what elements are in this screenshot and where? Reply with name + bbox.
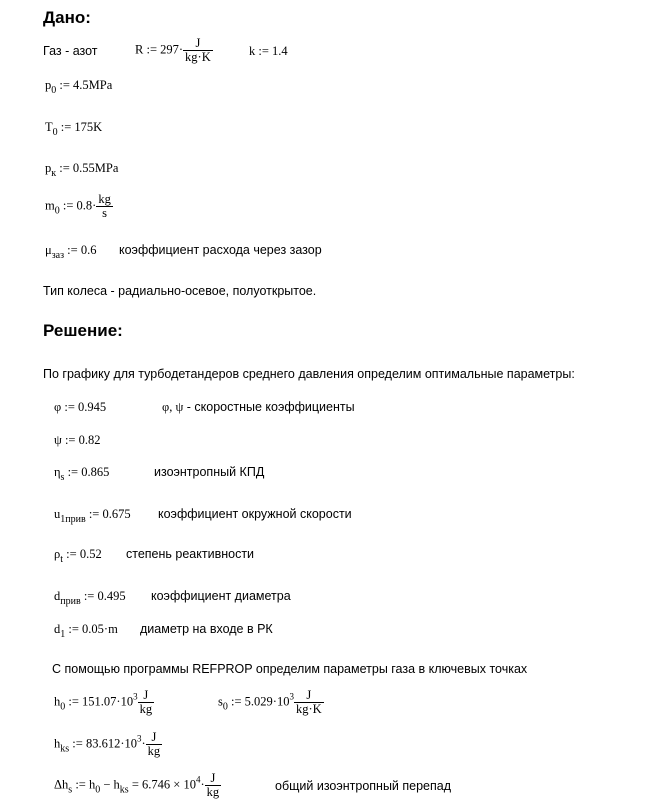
comment-d1: диаметр на входе в РК bbox=[140, 622, 273, 636]
eq-rho: $\rho_t$ := 0.52 bbox=[54, 547, 102, 565]
sym-R: R bbox=[135, 42, 144, 57]
unit-m0-den: s bbox=[102, 206, 107, 220]
eq-phi: φ := 0.945 bbox=[54, 400, 107, 414]
eq-dpriv: $d_{прив}$ := 0.495 bbox=[54, 589, 126, 607]
eq-d1: $d_1$ := 0.05·m bbox=[54, 622, 118, 640]
val-u1: 0.675 bbox=[102, 507, 131, 521]
sub-m0: 0 bbox=[54, 205, 60, 217]
mant-hks: 83.612·10 bbox=[85, 736, 137, 751]
sym-m0: m bbox=[45, 198, 55, 213]
mant-s0: 5.029·10 bbox=[244, 694, 290, 709]
sub-dhs: s bbox=[68, 784, 73, 796]
sub-dpriv: прив bbox=[60, 596, 81, 607]
val-pk: 0.55MPa bbox=[72, 161, 119, 175]
given-heading: Дано: bbox=[43, 8, 91, 27]
gas-label: Газ - азот bbox=[43, 44, 98, 58]
unit-hks bbox=[146, 731, 163, 758]
sub-T0: 0 bbox=[52, 127, 58, 138]
unit-dhs bbox=[205, 772, 222, 799]
unit-s0-num: J bbox=[294, 689, 324, 703]
sub-h0: 0 bbox=[60, 701, 66, 713]
eq-T0: $T_0$ := 175K bbox=[45, 120, 103, 138]
sub-d1: 1 bbox=[60, 629, 66, 640]
val-phi: 0.945 bbox=[78, 400, 107, 414]
eq-u1: $u_{1прив}$ := 0.675 bbox=[54, 507, 131, 525]
eq-R: R := 297· $\frac{J}{kg\cdot K}$ bbox=[135, 36, 211, 64]
val-p0: 4.5MPa bbox=[73, 78, 113, 92]
sub-pk: к bbox=[51, 168, 57, 179]
sub-mu: заз bbox=[51, 250, 65, 261]
eq-mu: $\mu_{заз}$ := 0.6 bbox=[45, 243, 97, 261]
mant-h0: 151.07·10 bbox=[82, 694, 134, 709]
sym-mu: μ bbox=[45, 243, 52, 257]
unit-m0 bbox=[96, 193, 113, 220]
unit-hks-num: J bbox=[146, 731, 163, 745]
exp-hks: 3 bbox=[136, 733, 142, 744]
eq-pk: $p_к$ := 0.55MPa bbox=[45, 161, 119, 179]
refprop-text: С помощью программы REFPROP определим параметры газа в ключевых точках bbox=[52, 662, 528, 676]
expr-a-sub-dhs: 0 bbox=[95, 784, 101, 796]
val-dpriv: 0.495 bbox=[97, 589, 126, 603]
unit-R-den: kg·K bbox=[185, 50, 211, 64]
comment-dhs: общий изоэнтропный перепад bbox=[275, 779, 452, 793]
solution-intro: По графику для турбодетандеров среднего давления определим оптимальные параметры: bbox=[43, 367, 575, 381]
sub-rho: t bbox=[60, 554, 64, 565]
unit-s0-den: kg·K bbox=[295, 702, 322, 716]
exp-dhs: 4 bbox=[195, 774, 201, 785]
wheel-type: Тип колеса - радиально-осевое, полуоткрытое. bbox=[43, 284, 317, 298]
val-k: 1.4 bbox=[272, 44, 288, 58]
eq-s0: $s_0$ := $5.029\cdot 10^3$ $\frac{J}{kg\cdot K}$ bbox=[218, 688, 322, 716]
sym-psi: ψ bbox=[54, 433, 62, 447]
solution-heading: Решение: bbox=[43, 321, 123, 340]
eq-psi: ψ := 0.82 bbox=[54, 433, 101, 447]
sym-p0: p bbox=[45, 78, 52, 92]
unit-R-num: J bbox=[183, 37, 213, 51]
eq-eta: $\eta_s$ := 0.865 bbox=[54, 465, 110, 483]
eq-hks: $h_{ks}$ := $83.612\cdot 10^3\cdot$ $\frac{J}{kg}$ bbox=[54, 730, 161, 758]
eq-m0: $m_0$ := 0.8· $\frac{kg}{s}$ bbox=[45, 192, 111, 220]
sym-eta: η bbox=[54, 465, 61, 479]
eq-h0: $h_0$ := $151.07\cdot 10^3$ $\frac{J}{kg}$ bbox=[54, 688, 153, 716]
unit-dhs-num: J bbox=[205, 772, 222, 786]
sym-s0: s bbox=[218, 694, 223, 709]
unit-hks-den: kg bbox=[147, 744, 161, 758]
val-rho: 0.52 bbox=[79, 547, 102, 561]
sym-d1: d bbox=[54, 622, 61, 636]
sub-u1: 1прив bbox=[60, 514, 86, 525]
unit-h0-num: J bbox=[138, 689, 155, 703]
sym-h0: h bbox=[54, 694, 61, 709]
comment-rho: степень реактивности bbox=[126, 547, 255, 561]
result-dhs: 6.746 × 10 bbox=[142, 777, 196, 792]
comment-dpriv: коэффициент диаметра bbox=[151, 589, 291, 603]
comment-phi bbox=[162, 400, 355, 415]
sub-hks: ks bbox=[60, 743, 70, 755]
val-d1: 0.05·m bbox=[82, 622, 118, 636]
unit-h0 bbox=[138, 689, 155, 716]
sub-p0: 0 bbox=[51, 85, 57, 96]
val-mu: 0.6 bbox=[80, 243, 97, 257]
unit-m0-num: kg bbox=[98, 192, 111, 206]
sub-s0: 0 bbox=[222, 701, 228, 713]
expr-b-dhs: h bbox=[113, 777, 120, 792]
eq-k: k := 1.4 bbox=[249, 44, 288, 58]
comment-phi-syms: φ, ψ bbox=[162, 400, 184, 414]
val-psi: 0.82 bbox=[78, 433, 101, 447]
val-m0: 0.8 bbox=[76, 198, 93, 213]
comment-mu: коэффициент расхода через зазор bbox=[119, 243, 322, 257]
unit-h0-den: kg bbox=[139, 702, 153, 716]
comment-u1: коэффициент окружной скорости bbox=[158, 507, 352, 521]
exp-h0: 3 bbox=[133, 691, 138, 702]
val-T0: 175K bbox=[74, 120, 103, 134]
expr-b-sub-dhs: ks bbox=[119, 784, 129, 796]
sym-T0: T bbox=[45, 120, 53, 134]
eq-dhs: $\Delta h_s$ := $h_0 - h_{ks} = 6.746 \times 10^4\cdot$ $\frac{J}{kg}$ bbox=[54, 771, 220, 799]
exp-s0: 3 bbox=[289, 691, 294, 702]
unit-R bbox=[183, 37, 213, 64]
sym-rho: ρ bbox=[54, 547, 61, 561]
sym-dpriv: d bbox=[54, 589, 61, 603]
comment-phi-text: - скоростные коэффициенты bbox=[183, 400, 355, 414]
eq-p0: $p_0$ := 4.5MPa bbox=[45, 78, 113, 96]
unit-s0 bbox=[294, 689, 324, 716]
val-R: 297 bbox=[160, 42, 179, 57]
sym-k: k bbox=[249, 44, 256, 58]
sym-dhs: Δh bbox=[54, 777, 69, 792]
minus-dhs: − bbox=[100, 777, 114, 792]
sym-hks: h bbox=[54, 736, 61, 751]
val-eta: 0.865 bbox=[81, 465, 110, 479]
comment-eta: изоэнтропный КПД bbox=[154, 465, 265, 479]
def-op: := bbox=[146, 42, 157, 57]
sym-pk: p bbox=[45, 161, 52, 175]
sub-eta: s bbox=[60, 472, 65, 483]
unit-dhs-den: kg bbox=[206, 785, 220, 799]
expr-a-dhs: h bbox=[88, 777, 96, 792]
sym-phi: φ bbox=[54, 400, 62, 414]
sym-u1: u bbox=[54, 507, 61, 521]
